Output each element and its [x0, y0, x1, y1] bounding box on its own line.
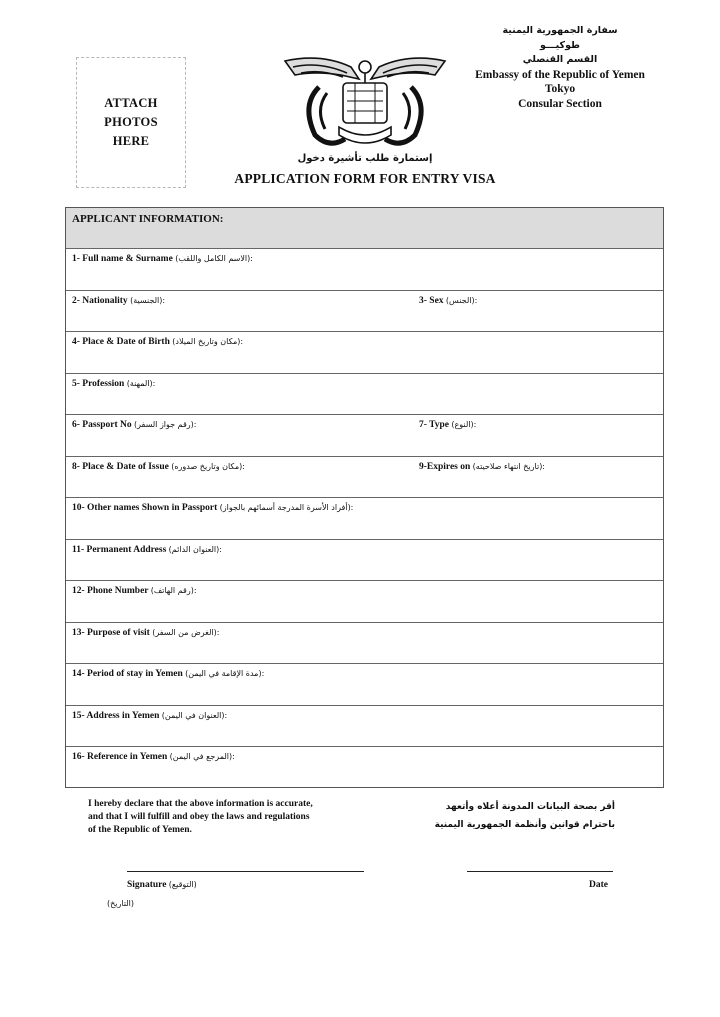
declaration-text — [88, 798, 368, 837]
form-row — [66, 332, 663, 374]
field-label-arabic: (النوع): — [451, 420, 477, 429]
form-row — [66, 623, 663, 665]
form-field-input-area[interactable] — [66, 680, 663, 705]
field-label-right — [419, 462, 545, 472]
field-label — [72, 545, 222, 555]
photo-attach-box — [76, 57, 186, 188]
field-label-arabic: (مكان وتاريخ صدوره): — [171, 461, 245, 471]
field-label-english: 4- Place & Date of Birth — [72, 337, 170, 347]
declaration-arabic-line1: أقر بصحة البيانات المدونة أعلاه وأتعهد — [445, 802, 615, 812]
form-row — [66, 581, 663, 623]
field-label — [72, 628, 220, 638]
form-row — [66, 374, 663, 416]
declaration-line2: and that I will fulfill and obey the laws and regulations — [88, 812, 310, 822]
date-label: Date — [589, 880, 608, 890]
field-label — [72, 337, 243, 347]
form-row — [66, 706, 663, 748]
form-row — [66, 291, 663, 333]
signature-label: Signature — [127, 880, 167, 890]
form-row — [66, 498, 663, 540]
field-label — [72, 420, 197, 430]
form-field-input-area[interactable] — [66, 348, 663, 373]
declaration-line3: of the Republic of Yemen. — [88, 825, 192, 835]
field-label-arabic: (الغرض من السفر): — [152, 627, 220, 637]
form-row — [66, 457, 663, 499]
signature-label-group — [127, 880, 197, 890]
field-label — [72, 254, 253, 264]
form-field-input-area[interactable] — [66, 556, 663, 581]
embassy-name: Embassy of the Republic of Yemen — [475, 68, 645, 81]
field-label-arabic: (الاسم الكامل واللقب): — [175, 254, 253, 263]
field-label-english: 3- Sex — [419, 295, 444, 306]
field-label — [72, 462, 245, 472]
field-label-english: 7- Type — [419, 420, 449, 430]
form-field-input-area[interactable] — [66, 639, 663, 664]
field-label-arabic: (العنوان الدائم): — [168, 544, 222, 554]
applicant-info-table — [65, 207, 664, 788]
field-label-arabic: (الجنسية): — [130, 295, 166, 305]
field-label-arabic: (رقم جواز السفر): — [134, 420, 197, 429]
field-label-arabic: (العنوان في اليمن): — [161, 710, 228, 720]
form-field-input-area[interactable] — [66, 390, 663, 415]
field-label-arabic: (المرجع في اليمن): — [169, 752, 235, 761]
form-row — [66, 540, 663, 582]
field-label-english: 1- Full name & Surname — [72, 254, 173, 264]
field-label — [72, 379, 155, 389]
photo-box-line2: PHOTOS — [104, 115, 158, 129]
form-title-arabic: إستمارة طلب تأشيرة دخول — [297, 153, 433, 164]
photo-box-line3: HERE — [112, 134, 150, 148]
field-label-arabic: (رقم الهاتف): — [150, 586, 197, 595]
field-label-arabic: (الجنس): — [445, 295, 478, 305]
field-label-english: 15- Address in Yemen — [72, 710, 160, 721]
form-row — [66, 415, 663, 457]
form-row — [66, 249, 663, 291]
form-field-input-area[interactable] — [66, 265, 663, 290]
field-label — [72, 296, 165, 306]
field-label-english: 9-Expires on — [419, 461, 471, 472]
form-field-input-area[interactable] — [66, 722, 663, 747]
field-label-english: 5- Profession — [72, 378, 125, 389]
field-label-english: 14- Period of stay in Yemen — [72, 669, 183, 679]
field-label — [72, 711, 227, 721]
field-label — [72, 503, 353, 513]
field-label-arabic: (مكان وتاريخ الميلاد): — [172, 337, 244, 346]
form-row — [66, 747, 663, 789]
field-label-right — [419, 420, 476, 430]
field-label-arabic: (تاريخ انتهاء صلاحيته): — [472, 461, 546, 471]
declaration-line1: I hereby declare that the above information is accurate, — [88, 799, 313, 809]
applicant-info-header: APPLICANT INFORMATION: — [66, 208, 663, 249]
photo-box-line1: ATTACH — [104, 96, 158, 110]
form-field-input-area[interactable] — [66, 473, 663, 498]
field-label-arabic: (أفراد الأسرة المدرجة أسمائهم بالجواز): — [219, 503, 354, 512]
declaration-arabic-line2: باحترام قوانين وأنظمة الجمهورية اليمنية — [434, 820, 615, 830]
embassy-name-arabic: سفارة الجمهورية اليمنية — [502, 25, 618, 36]
embassy-section: Consular Section — [518, 97, 602, 110]
signature-line[interactable] — [127, 871, 364, 872]
field-label — [72, 752, 235, 762]
field-label — [72, 669, 264, 679]
form-field-input-area[interactable] — [66, 431, 663, 456]
field-label-right — [419, 296, 477, 306]
date-line[interactable] — [467, 871, 613, 872]
field-label-english: 16- Reference in Yemen — [72, 752, 168, 762]
field-label-english: 8- Place & Date of Issue — [72, 461, 169, 472]
field-label-english: 13- Purpose of visit — [72, 627, 150, 638]
embassy-city-arabic: طوكيـــو — [539, 39, 580, 51]
date-label-arabic: (التاريخ) — [107, 899, 135, 908]
embassy-section-arabic: القسم القنصلي — [522, 54, 598, 65]
signature-label-arabic: (التوقيع) — [168, 880, 197, 889]
field-label-arabic: (مدة الإقامة في اليمن): — [185, 669, 265, 678]
field-label-english: 12- Phone Number — [72, 586, 149, 596]
form-title: APPLICATION FORM FOR ENTRY VISA — [234, 171, 496, 186]
field-label-arabic: (المهنة): — [126, 378, 156, 388]
form-field-input-area[interactable] — [66, 597, 663, 622]
yemen-eagle-emblem-icon — [281, 53, 449, 153]
form-field-input-area[interactable] — [66, 514, 663, 539]
form-row — [66, 664, 663, 706]
declaration-text-arabic — [410, 798, 615, 834]
form-field-input-area[interactable] — [66, 763, 663, 789]
field-label — [72, 586, 197, 596]
embassy-address-block — [450, 24, 670, 111]
field-label-english: 11- Permanent Address — [72, 544, 167, 555]
embassy-city: Tokyo — [544, 83, 576, 95]
form-field-input-area[interactable] — [66, 307, 663, 332]
field-label-english: 2- Nationality — [72, 295, 128, 306]
field-label-english: 10- Other names Shown in Passport — [72, 503, 218, 513]
field-label-english: 6- Passport No — [72, 420, 132, 430]
